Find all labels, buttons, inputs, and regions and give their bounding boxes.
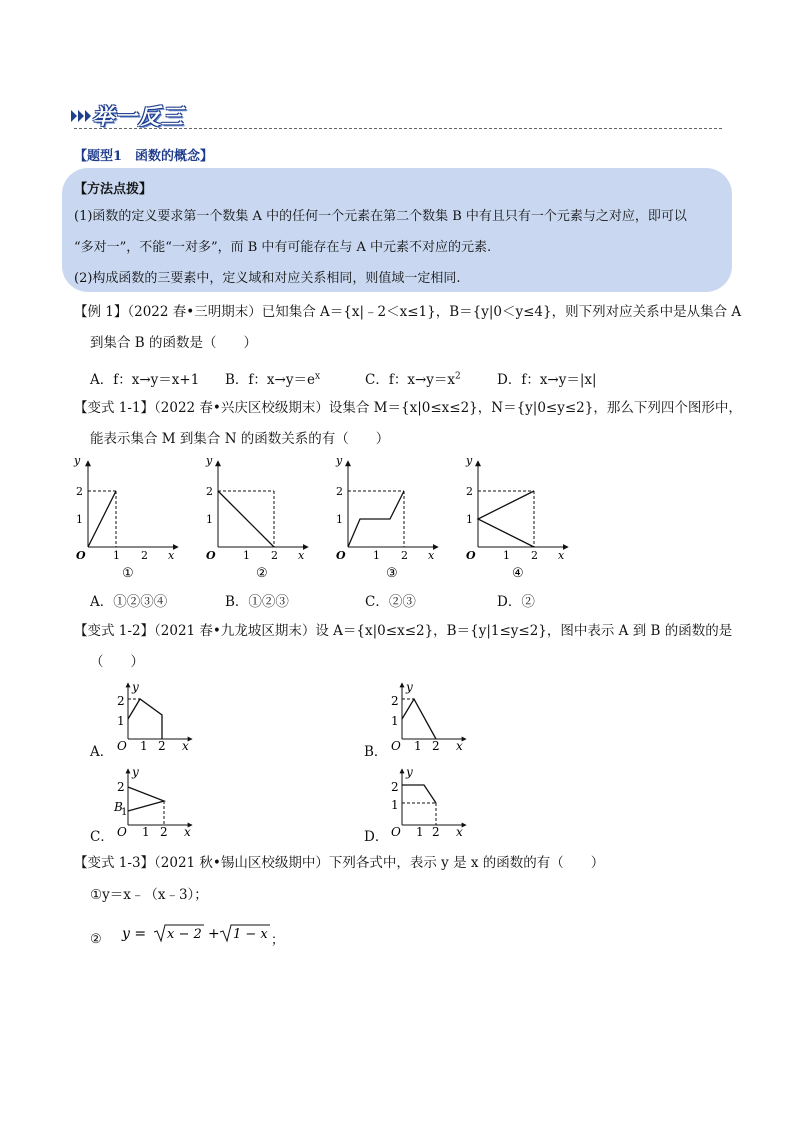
example-1-option-b: B．f：$x\to y=e^x$: [225, 371, 321, 388]
tick-1: 1: [113, 549, 120, 562]
graph-1: [73, 455, 178, 581]
variant-1-2-stem-cont: （ ）: [90, 654, 144, 670]
tick-1: 1: [503, 549, 510, 562]
graph-label: ④: [512, 566, 524, 581]
graph-2: [205, 455, 308, 581]
y-axis-label: y: [132, 680, 139, 694]
example-1-option-a: A．f：x→y＝x+1: [90, 372, 200, 388]
variant-1-3-item-2: [90, 922, 310, 952]
tick-1: 1: [140, 739, 148, 753]
radical-formula: [120, 922, 300, 952]
radicand-1: x − 2: [167, 927, 202, 942]
header-divider: [74, 128, 722, 129]
x-axis-label: x: [558, 549, 565, 562]
origin-label: O: [466, 549, 476, 562]
x-axis-label: x: [184, 825, 191, 839]
variant-1-1-option-a: A．①②③④: [90, 594, 168, 610]
graph-label: ②: [256, 566, 268, 581]
tick-2: 2: [117, 694, 125, 708]
tick-1: 1: [391, 798, 399, 812]
method-line-3: (2)构成函数的三要素中，定义域和对应关系相同，则值域一定相同.: [74, 271, 461, 286]
method-line-2: “多对一”，不能“一对多”，而 B 中有可能存在与 A 中元素不对应的元素.: [74, 240, 492, 255]
variant-1-2-option-d: D．: [364, 829, 389, 845]
example-1-stem: 【例 1】（2022 春•三明期末）已知集合 A＝{x|﹣2＜x≤1}，B＝{y|0＜y≤4}，则下列对应关系中是从集合 A: [74, 304, 742, 320]
tick-1: 1: [414, 739, 422, 753]
item-number: ②: [90, 932, 102, 947]
example-1-option-c: C．f：$x\to y=x^2$: [365, 371, 461, 388]
x-axis-label: x: [298, 549, 305, 562]
y-axis-label: y: [74, 455, 81, 467]
graph-label: ①: [122, 566, 134, 581]
y-axis-label: y: [206, 455, 213, 467]
variant-1-2-option-b: B．: [364, 744, 388, 760]
tick-2: 2: [466, 485, 473, 498]
variant-1-1-graphs: [60, 455, 740, 585]
tick-2: 2: [531, 549, 538, 562]
origin-label: O: [117, 825, 127, 839]
x-axis-label: x: [456, 739, 463, 753]
tick-2: 2: [160, 825, 168, 839]
point-label: B: [114, 800, 123, 814]
tick-2: 2: [432, 825, 440, 839]
graph-3: [335, 455, 438, 581]
x-axis-label: x: [456, 825, 463, 839]
origin-label: O: [391, 825, 401, 839]
variant-1-1-option-d: D．②: [497, 594, 535, 610]
variant-1-2-option-c: C．: [90, 829, 114, 845]
tick-2: 2: [401, 549, 408, 562]
tick-2: 2: [141, 549, 148, 562]
y-axis-label: y: [466, 455, 473, 467]
variant-1-2-stem: 【变式 1-2】（2021 春•九龙坡区期末）设 A＝{x|0≤x≤2}，B＝{y|1≤y≤2}，图中表示 A 到 B 的函数的是: [74, 623, 733, 639]
x-axis-label: x: [168, 549, 175, 562]
example-1-stem-cont: 到集合 B 的函数是（ ）: [90, 335, 258, 351]
y-axis-label: y: [406, 765, 413, 779]
tick-1: 1: [416, 825, 424, 839]
y-axis-label: y: [406, 680, 413, 694]
graph-b: [391, 680, 466, 753]
x-axis-label: x: [428, 549, 435, 562]
variant-1-2-graphs: [100, 675, 500, 845]
tick-2: 2: [432, 739, 440, 753]
tick-1: 1: [373, 549, 380, 562]
formula-end: ；: [271, 933, 285, 948]
origin-label: O: [76, 549, 86, 562]
graph-4: [465, 455, 568, 581]
tick-2: 2: [391, 780, 399, 794]
formula-lhs: y =: [122, 926, 147, 942]
tick-1: 1: [76, 513, 83, 526]
section-logo: [70, 100, 210, 130]
origin-label: O: [117, 739, 127, 753]
tick-1: 1: [466, 513, 473, 526]
tick-1: 1: [206, 513, 213, 526]
tick-2: 2: [117, 780, 125, 794]
origin-label: O: [336, 549, 346, 562]
tick-2: 2: [391, 694, 399, 708]
variant-1-3-stem: 【变式 1-3】（2021 秋•锡山区校级期中）下列各式中，表示 y 是 x 的函数的有（ ）: [74, 855, 605, 871]
variant-1-1-option-c: C．②③: [365, 594, 416, 610]
tick-1: 1: [391, 714, 399, 728]
plus-sign: +: [208, 926, 220, 942]
tick-1: 1: [243, 549, 250, 562]
arrows-icon: [70, 104, 94, 128]
y-axis-label: y: [336, 455, 343, 467]
tick-2: 2: [271, 549, 278, 562]
graph-a: [117, 680, 192, 753]
radicand-2: 1 − x: [233, 927, 268, 942]
tick-2: 2: [206, 485, 213, 498]
variant-1-1-stem: 【变式 1-1】（2022 春•兴庆区校级期末）设集合 M＝{x|0≤x≤2}，N＝{y|0≤y≤2}，那么下列四个图形中，: [74, 400, 742, 416]
method-line-1: (1)函数的定义要求第一个数集 A 中的任何一个元素在第二个数集 B 中有且只有一个元素与之对应，即可以: [74, 209, 687, 224]
tick-1: 1: [142, 825, 150, 839]
section-title: 【题型1 函数的概念】: [74, 149, 214, 164]
tick-2: 2: [158, 739, 166, 753]
origin-label: O: [391, 739, 401, 753]
example-1-option-d: D．f：x→y＝|x|: [497, 372, 597, 388]
tick-2: 2: [76, 485, 83, 498]
variant-1-3-item-1: ①y＝x﹣（x﹣3）；: [90, 887, 208, 903]
variant-1-2-option-a: A．: [90, 744, 114, 760]
tick-1: 1: [121, 807, 128, 818]
graph-label: ③: [386, 566, 398, 581]
graph-c: [113, 765, 192, 839]
graph-d: [391, 765, 466, 839]
variant-1-1-option-b: B．①②③: [225, 594, 289, 610]
variant-1-1-stem-cont: 能表示集合 M 到集合 N 的函数关系的有（ ）: [90, 431, 390, 447]
tick-1: 1: [336, 513, 343, 526]
origin-label: O: [206, 549, 216, 562]
x-axis-label: x: [182, 739, 189, 753]
method-title: 【方法点拨】: [74, 182, 153, 197]
y-axis-label: y: [132, 765, 139, 779]
logo-text: 举一反三: [92, 104, 185, 130]
tick-1: 1: [117, 714, 125, 728]
tick-2: 2: [336, 485, 343, 498]
